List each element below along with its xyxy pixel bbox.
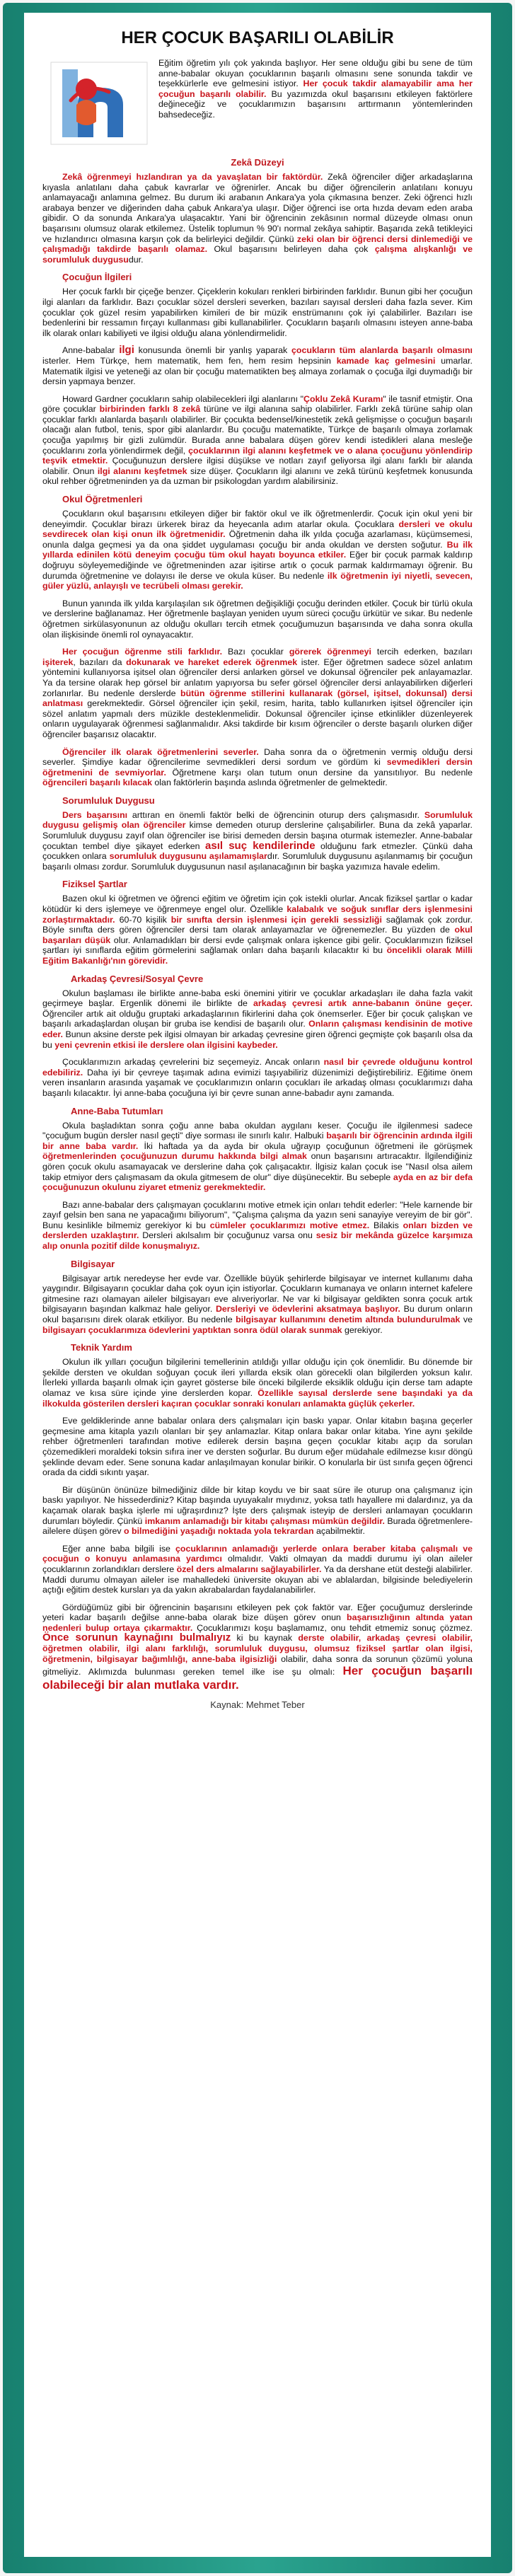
paragraph-teknik-yardim-3: Bir düşünün önünüze bilmediğiniz dilde bir kitap koydu ve bir saat süre ile oturup ona çalışmanız için baskı yapılıyor. Ne hissederdiniz? Kitap başında uyuyakalır mıydınız, yoksa tatlı hayallere mi dalardınız, ya da kaçamak olarak başka işlerle mi uğraşırdınız? İşte ders çalışmak isteyip de dersleri anlamayan çocukların durumları böyledir. Çünkü imkanım anlamadığı bir kitabı çalışması mümkün değildir. Burada öğretmenlere-ailelere düşen görev o bilmediğini yaşadığı noktada yola tekrardan açabilmektir.: [42, 1484, 473, 1537]
paragraph-ogretmenler-2: Bunun yanında ilk yılda karşılaşılan sık öğretmen değişikliği çocuğu derinden etkiler. Çocuk bir türlü okula ve derslerine bağlanamaz. Her öğretmenle başlayan yeniden uyum süreci çocuğu ürkütür ve sıkar. Bu nedenle öğretmen sirkülasyonunun az olduğu okulları tercih etmek çocuğumuzun başarısında ve daha sonra okulla olan ilişkisinde önemli rol oynayacaktır.: [42, 598, 473, 640]
paragraph-conclusion: Gördüğümüz gibi bir öğrencinin başarısını etkileyen pek çok faktör var. Eğer çocuğumuz derslerinde yeteri kadar başarılı değilse anne-baba olarak bize düşen görev onun başarısızlığının altında yatan nedenleri bulup ortaya çıkarmaktır. Çocuklarımızı koşu başlamamız, onu tehdit etmemiz sonuç çözmez. Önce sorunun kaynağını bulmalıyız ki bu kaynak derste olabilir, arkadaş çevresi olabilir, öğretmen olabilir, ilgi alanı farklılığı, sorumluluk duygusu, olumsuz fiziksel şartlar olan ilgisi, öğretmenin, bilgisayar bağımlılığı, anne-baba ilgisizliği olabilir, daha sonra da sorunun çözümü yoluna gitmeliyiz. Aklımızda bulunması gereken temel ilke ise şu olmalı: Her çocuğun başarılı olabileceği bir alan mutlaka vardır.: [42, 1602, 473, 1692]
article: [24, 13, 491, 2557]
paragraph-bilgisayar: Bilgisayar artık neredeyse her evde var. Özellikle büyük şehirlerde bilgisayar ve internet kullanımı daha yaygındır. Bilgisayarın çocuklar daha çok oyun için istiyorlar. Çocukların kumanaya ve onların internet kafelere gitmesine razı olamayan aileler bilgisayarı eve alıveriyorlar. Ne var ki bilgisayar geldikten sonra çocuk artık bilgisayarın başından kalkmaz hale geliyor. Dersleriyi ve ödevlerini aksatmaya başlıyor. Bu durum onların okul başarısını direk olarak etkiliyor. Bu nedenle bilgisayar kullanımını denetim altında bulundurulmak ve bilgisayarı çocuklarımıza ödevlerini yaptıktan sonra ödül olarak sunmak gerekiyor.: [42, 1273, 473, 1335]
paragraph-ilgiler-1: Her çocuk farklı bir çiçeğe benzer. Çiçeklerin kokuları renkleri birbirinden farklıdır. Bunun gibi her çocuğun ilgi alanları da farklıdır. Bazı çocuklar sözel dersleri severken, bazıları sayısal dersleri daha fazla sever. Kim çocuklar çok güzel resim yapabilirken kimileri de bir müzik enstrümanını çok iyi çalabilirler. Bazıları ise bedenlerini bir ressamın fırçayı kullanması gibi kullanabilirler. Çocukların başarılı olmasını isteyen anne-baba ilk olarak onları kabiliyeti ve ilgisi olduğu alana yönlendirmelidir.: [42, 287, 473, 338]
final-statement: Her çocuğun başarılı olabileceği bir alan mutlaka vardır.: [42, 1664, 473, 1692]
paragraph-ogretmenler-1: Çocukların okul başarısını etkileyen diğer bir faktör okul ve ilk öğretmenlerdir. Çocuk için okul yeni bir deneyimdir. Çocuklar birazı ürkerek biraz da heyecanla adım atarlar okula. Çocuklara dersleri ve okulu sevdirecek olan kişi onun ilk öğretmenidir. Öğretmenin daha ilk yılda çocuğa azarlaması, küçümsemesi, onunla dalga geçmesi ya da ona şiddet uygulaması çocuğu bir anda okuldan ve dersten soğutur. Bu ilk yıllarda edinilen kötü deneyim çocuğu tüm okul hayatı boyunca etkiler. Eğer bir çocuk parmak kaldırıp doğruyu söyleyemediğinde ve öğretmeninden azar işitirse artık o çocuk parmak kaldırmamayı öğrenir. Bu durumda öğretmenine ve dolayısı ile derse ve okula küser. Bu nedenle ilk öğretmenin iyi niyetli, sevecen, güler yüzlü, anlayışlı ve tecrübeli olması gerekir.: [42, 509, 473, 591]
intro-paragraph: Eğitim öğretim yılı çok yakında başlıyor. Her sene olduğu gibi bu sene de tüm anne-babalar okuyan çocuklarının başarılı olmasını sene sonunda takdir ve teşekkürlerle eve gelmesini istiyor. Her çocuk takdir alamayabilir ama her çocuğun başarılı olabilir. Bu yazımızda okul başarısını etkileyen faktörlere değineceğiz ve çocuklarımızın başarısını arttırmanın yöntemlerinden bahsedeceğiz.: [158, 58, 473, 120]
paragraph-anne-baba-2: Bazı anne-babalar ders çalışmayan çocuklarını motive etmek için onları tehdit ederler: "Hele karnende bir zayıf gelsin ben sana ne yapacağımı biliyorum", "Çalışma çalışma da yazın seni sanayiye vereyim de bir gör". Bunu kesinlikle bilmemiz gerekiyor ki bu cümleler çocuklarımızı motive etmez. Bilakis onları bizden ve derslerden uzaklaştırır. Dersleri akılsalım bir çocuğunuz varsa onu sesiz bir mekânda güzelce karşımıza alıp onunla pozitif dilde konuşmalıyız.: [42, 1199, 473, 1252]
page-border: [3, 3, 512, 2573]
heading-ogretmenler: Okul Öğretmenleri: [62, 494, 143, 505]
heading-ilgiler: Çocuğun İlgileri: [62, 272, 132, 283]
paragraph-anne-baba-1: Okula başladıktan sonra çoğu anne baba okuldan aygılanı keser. Çocuğu ile ilgilenmesi sadece "çocuğum bugün dersler nasıl geçti" diye sorması ile sınırlı kalır. Halbuki başarılı bir öğrencinin ardında ilgili bir anne baba vardır. İki haftada ya da ayda bir okula uğrayıp çocuğunun öğretmeni ile görüşmek öğretmenlerinden çocuğunuzun durumu hakkında bilgi almak onun başarısını artıracaktır. İlgilendiğiniz gören çocuk okulu asamayacak ve derslerine daha çok çalışacaktır. İlgisiz kalan çocuk ise "Nasıl olsa ailem takip etmiyor ders çalışmasam da okula gitmesem de olur" diye düşünecektir. Bu sebeple ayda en az bir defa çocuğunuzun okulunu ziyaret etmeniz gerekmektedir.: [42, 1120, 473, 1193]
paragraph-teknik-yardim-2: Eve geldiklerinde anne babalar onlara ders çalışmaları için baskı yapar. Onlar kitabın başına geçerler geçmesine ama kitapla yazılı olanları bir şey anlamazlar. Kitap onlara bakar onlar kitaba. Yine aynı şekilde rehber öğretmenleri tarafından motive edilerek dersin başına geçen çocuklar kitabı açıp da sorulan çözemedikleri moraldeki toksin sıfıra iner ve dersten soğurlar. Bu durum eğer müdahale edilmezse kısır döngü şeklinde devam eder. Sene sonuna kadar anlaşılmayan konular birikir. O konularla bir üst sınıfa geçen öğrenci orada da ciddi sıkıntı yaşar.: [42, 1416, 473, 1478]
intro-block: [42, 58, 473, 150]
heading-teknik-yardim: Teknik Yardım: [71, 1342, 132, 1353]
paragraph-zeka: Zekâ öğrenmeyi hızlandıran ya da yavaşlatan bir faktördür. Zekâ öğrenciler diğer arkadaşlarına kıyasla anlatılanı daha çabuk kavrarlar ve öğrenirler. Ancak bu diğer öğrencilerin anlatılanı konuyu anlamayacağı anlamına gelmez. Bu durum iki arabanın Ankara'ya yola çıkmasına benzer. Zeki öğrenci hızlı arabaya benzer ve diğerinden daha çabuk Ankara'ya ulaşır. Diğer öğrenci ise orta hızda devam eden araba gibidir. O da sonunda Ankara'ya ulaşacaktır. Yani bir öğrencinin zekâsının normal düzeyde olması onun başarısını olumsuz olarak etkilemez. Üstelik toplumun % 90'ı normal zekâya sahiptir. Başarıda zekâ tetikleyici ve hızlandırıcı olmasına karşın çok da belirleyici değildir. Çünkü zeki olan bir öğrenci dersi dinlemediği ve çalışmadığı takdirde başarılı olamaz. Okul başarısını belirleyen daha çok çalışma alışkanlığı ve sorumluluk duygusudur.: [42, 172, 473, 265]
paragraph-ogretmenler-4: Öğrenciler ilk olarak öğretmenlerini severler. Daha sonra da o öğretmenin vermiş olduğu dersi severler. Şimdiye kadar öğrencilerime sevmedikleri dersi sordum ve gördüm ki sevmedikleri dersin öğretmenini de sevmiyorlar. Öğretmene karşı olan tutum onun dersine da yansıtılıyor. Bu nedenle öğrencileri başarılı kılacak olan faktörlerin başında aslında öğretmenler de gelmektedir.: [42, 746, 473, 788]
paragraph-fiziksel-sartlar: Bazen okul ki öğretmen ve öğrenci eğitim ve öğretim için çok istekli olurlar. Ancak fiziksel şartlar o kadar kötüdür ki ders işlemeye ve öğrenmeye engel olur. Özellikle kalabalık ve soğuk sınıflar ders işlenmesini zorlaştırmaktadır. 60-70 kişilik bir sınıfta dersin işlenmesi için gerekli sessizliği sağlamak çok zordur. Böyle sınıfta ders gören öğrenciler dersi tam olarak anlayamazlar ve öğrenemezler. Bu yüzden de okul başarıları düşük olur. Anlamadıkları bir dersi evde çalışmak onlara işkence gibi gelir. Çocuklarımızın fiziksel şartları iyi sınıflarda eğitim görmelerini sağlamak onları daha başarılı kılacaktır ki bu öncelikli olarak Milli Eğitim Bakanlığı'nın görevidir.: [42, 894, 473, 966]
heading-zeka: Zekâ Düzeyi: [231, 157, 284, 168]
heading-anne-baba: Anne-Baba Tutumları: [71, 1105, 163, 1116]
paragraph-arkadas-cevresi-2: Çocuklarımızın arkadaş çevrelerini biz seçemeyiz. Ancak onların nasıl bir çevrede olduğunu kontrol edebiliriz. Daha iyi bir çevreye taşımak adına evimizi taşıyabiliriz düzenimizi değiştirebiliriz. Eğitime önem veren insanların arasında yaşamak ve çocuklarımızın onların çocukları ile arkadaş olması çocuklarımızı daha başarılı kılacaktır. İyi anne-baba çocuğuna iyi bir çevre sunan anne-babadır aynı zamanda.: [42, 1057, 473, 1098]
source-credit: Kaynak: Mehmet Teber: [210, 1699, 305, 1711]
heading-arkadas-cevresi: Arkadaş Çevresi/Sosyal Çevre: [71, 973, 204, 984]
page-title: HER ÇOCUK BAŞARILI OLABİLİR: [121, 28, 394, 47]
heading-sorumluluk: Sorumluluk Duygusu: [62, 795, 155, 806]
paragraph-teknik-yardim-1: Okulun ilk yılları çocuğun bilgilerini temellerinin atıldığı yıllar olduğu için çok önemlidir. Bu dönemde bir şekilde dersten ve okuldan soğuyan çocuk ileri yıllarda eksik olan görecekli olan bilgilerden yoksun kalır. İlerleki yıllarda başarılı olmak için gayret gösterse bile önceki bilgilerde eksiklik olduğu için derse tam adapte olamaz ve kısa süre içinde yine derslerden kopar. Özellikle sayısal derslerde sene başındaki ya da ilkokulda gösterilen dersleri kaçıran çocuklar sonraki konuları anlamakta güçlük çekerler.: [42, 1357, 473, 1409]
h-letter-person-logo-icon: [50, 61, 149, 146]
paragraph-ilgiler-3: Howard Gardner çocukların sahip olabilecekleri ilgi alanlarını "Çoklu Zekâ Kuramı" ile tasnif etmiştir. Ona göre çocuklar birbirinden farklı 8 zekâ türüne ve ilgi alanına sahip olabilirler. Farklı zekâ türüne sahip olan çocuklar farklı alanlarda başarılı olabilirler. Bir çocukta bedensel/kinestetik zekâ gelişmişse o çocuğun başarılı olacağı alan futbol, tenis, spor gibi alanlardır. Bu çocuğu matematikte, Türkçe de başarılı olmaya zorlamak çocuğa yapılmış bir gizli zulümdür. Burada anne babalara düşen görev kendi istedikleri alana mesleğe çocuklarını zorla yönlendirmek değil, çocuklarının ilgi alanını keşfetmek ve o alana çocuğunu yönlendirip teşvik etmektir. Çocuğunuzun derslere ilgisi düşükse ve notları zayıf geliyorsa ilgi alanı farklı bir alanda olabilir. Onun ilgi alanını keşfetmek size düşer. Çocukların ilgi alanını ve zekâ türünü keşfetmek konusunda okul rehber öğretmeninden ya da uzman bir psikologdan yardım alabilirsiniz.: [42, 393, 473, 487]
paragraph-sorumluluk: Ders başarısını arttıran en önemli faktör belki de öğrencinin oturup ders çalışmasıdır. Sorumluluk duygusu gelişmiş olan öğrenciler kimse demeden oturup derslerine çalışabilirler. Buna da zekâ yaparlar. Sorumluluk duygusu zayıf olan öğrenciler ise birisi demeden dersin başına oturmak istemezler. Anne-babalar çocuktan tembel diye şikayet ederken asıl suç kendilerinde olduğunu fark etmezler. Çünkü daha çocukken onlara sorumluluk duygusunu aşılamamışlardır. Sorumluluk duygusunu aşılanmamış bir çocuğun başarılı olması zordur. Sorumluluk duygusunun nasıl aşılanacağının bir başka yazımıza havale edelim.: [42, 809, 473, 872]
heading-bilgisayar: Bilgisayar: [71, 1258, 115, 1269]
heading-fiziksel-sartlar: Fiziksel Şartlar: [62, 879, 127, 890]
paragraph-arkadas-cevresi-1: Okulun başlaması ile birlikte anne-baba eski önemini yitirir ve çocuklar arkadaşları ile daha fazla vakit geçirmeye başlar. Ergenlik dönemi ile birlikte de arkadaş çevresi artık anne-babanın önüne geçer. Öğrenciler artık ait olduğu gruptaki arkadaşlarının fikirlerini daha çok önemserler. Eğer bir çocuk çalışkan ve başarılı arkadaşlardan oluşan bir gruba ise kendisi de başarılı olur. Onların çalışması kendisinin de motive eder. Bunun aksine derste pek ilgisi olmayan bir arkadaş çevresine giren öğrenci geçmişte çok başarılı olsa da bu yeni çevrenin etkisi ile derslere olan ilgisini kaybeder.: [42, 988, 473, 1050]
paragraph-ilgiler-2: Anne-babalar ilgi konusunda önemli bir yanlış yaparak çocukların tüm alanlarda başarılı olmasını isterler. Hem Türkçe, hem matematik, hem fen, hem resim hepsinin kamade kaç gelmesini umarlar. Matematik ilgisi ve yeteneği az olan bir çocuğu matematikten beş almaya zorlamak o çocuğa ilgi duymadığı bir dersin yapmaya benzer.: [42, 344, 473, 387]
paragraph-ogretmenler-3: Her çocuğun öğrenme stili farklıdır. Bazı çocuklar görerek öğrenmeyi tercih ederken, bazıları işiterek, bazıları da dokunarak ve hareket ederek öğrenmek ister. Eğer öğretmen sadece sözel anlatım yöntemini kullanıyorsa işitsel olan öğrenciler dersi anlarken görsel ve dokunsal öğrenciler pek anlayamazlar. Ya da tersine olarak hep görsel bir anlatım yapıyorsa bu sefer görsel öğrenciler dersi anlayabilirken diğerleri zorlanırlar. Bu nedenle derslerde bütün öğrenme stillerini kullanarak (görsel, işitsel, dokunsal) dersi anlatması gerekmektedir. Görsel öğrenciler için şekil, resim, harita, tablo kullanırken işitsel öğrenciler için sözel anlatım yapmalı ders müzikle desteklenmelidir. Dokunsal öğrenciler içinse etkinlikler düzenleyerek onların uygulayarak öğrenmesi sağlanmalıdır. Aksi takdirde bir kısım öğrenciler o derste başarılı olurken diğer öğrenciler başarısız olacaktır.: [42, 647, 473, 739]
paragraph-teknik-yardim-4: Eğer anne baba bilgili ise çocuklarının anlamadığı yerlerde onlara beraber kitaba çalışmalı ve çocuğun o konuyu anlamasına yardımcı olmalıdır. Vakti olmayan da maddi durumu iyi olan aileler çocuklarının zorlandıkları derslere özel ders almalarını sağlayabilirler. Ya da dershane etüt desteği alabilirler. Maddi durumu olmayan aileler ise mahalledeki üniversite okuyan abi ve ablalardan, bilgisinde belediyelerin açtığı eğitim destek kursları ya da yakın akrabalardan faydalanabilirler.: [42, 1543, 473, 1595]
